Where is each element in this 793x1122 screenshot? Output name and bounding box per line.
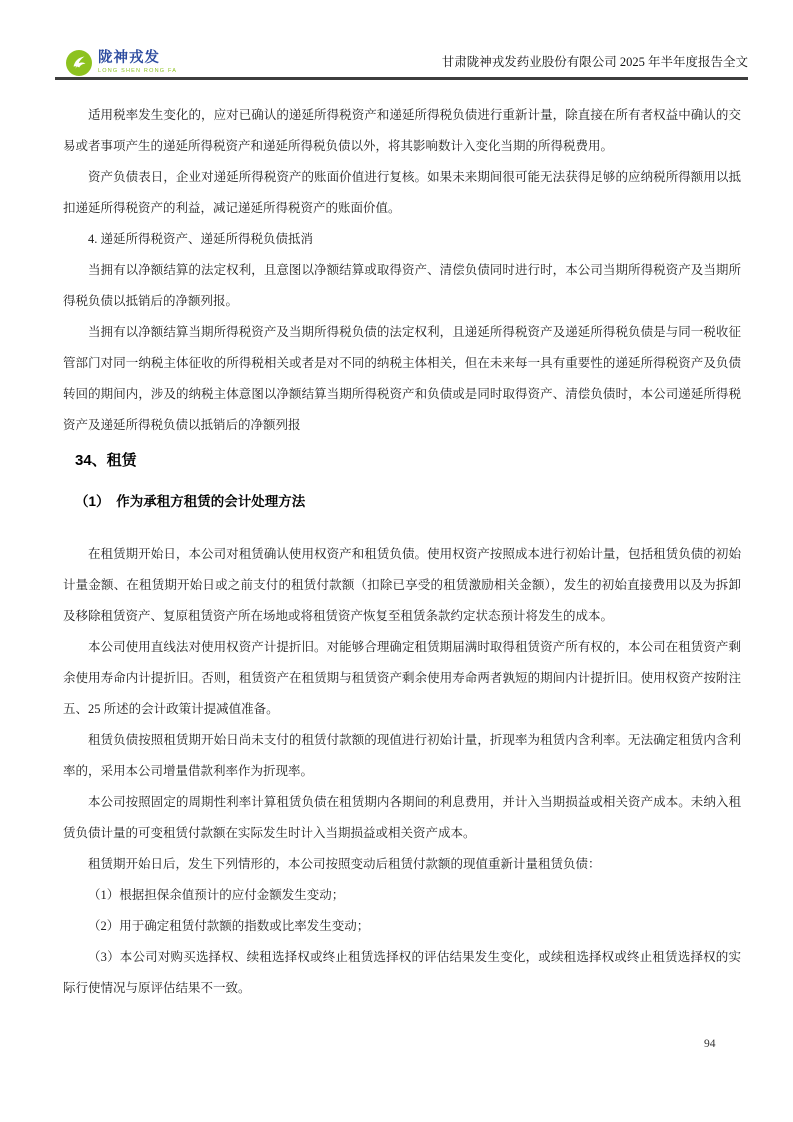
- header-divider: [55, 77, 748, 80]
- paragraph: 资产负债表日，企业对递延所得税资产的账面价值进行复核。如果未来期间很可能无法获得足够的应纳税所得额用以抵扣递延所得税资产的利益，减记递延所得税资产的账面价值。: [63, 170, 741, 215]
- brand-name: 陇神戎发: [98, 50, 160, 66]
- paragraph: 本公司按照固定的周期性利率计算租赁负债在租赁期内各期间的利息费用，并计入当期损益或相关资产成本。未纳入租赁负债计量的可变租赁付款额在实际发生时计入当期损益或相关资产成本。: [63, 795, 741, 840]
- section-heading: 34、租赁: [75, 452, 137, 469]
- paragraph: 当拥有以净额结算的法定权利，且意图以净额结算或取得资产、清偿负债同时进行时，本公司当期所得税资产及当期所得税负债以抵销后的净额列报。: [63, 263, 741, 308]
- paragraph: 租赁负债按照租赁期开始日尚未支付的租赁付款额的现值进行初始计量，折现率为租赁内含利率。无法确定租赁内含利率的，采用本公司增量借款利率作为折现率。: [63, 733, 741, 778]
- paragraph: （2）用于确定租赁付款额的指数或比率发生变动；: [88, 919, 370, 933]
- document-body: [63, 100, 741, 1004]
- paragraph: 当拥有以净额结算当期所得税资产及当期所得税负债的法定权利，且递延所得税资产及递延所得税负债是与同一税收征管部门对同一纳税主体征收的所得税相关或者是对不同的纳税主体相关，但在未来每一具有重要性的递延所得税资产及负债转回的期间内，涉及的纳税主体意图以净额结算当期所得税资产和负债或是同时取得资产、清偿负债时，本公司递延所得税资产及递延所得税负债以抵销后的净额列报: [63, 325, 741, 432]
- paragraph: （3）本公司对购买选择权、续租选择权或终止租赁选择权的评估结果发生变化，或续租选择权或终止租赁选择权的实际行使情况与原评估结果不一致。: [63, 950, 741, 995]
- report-header-title: 甘肃陇神戎发药业股份有限公司 2025 年半年度报告全文: [441, 55, 748, 69]
- paragraph: 适用税率发生变化的，应对已确认的递延所得税资产和递延所得税负债进行重新计量，除直接在所有者权益中确认的交易或者事项产生的递延所得税资产和递延所得税负债以外，将其影响数计入变化当期的所得税费用。: [63, 108, 741, 153]
- paragraph: 4. 递延所得税资产、递延所得税负债抵消: [88, 232, 314, 246]
- paragraph: 在租赁期开始日，本公司对租赁确认使用权资产和租赁负债。使用权资产按照成本进行初始计量，包括租赁负债的初始计量金额、在租赁期开始日或之前支付的租赁付款额（扣除已享受的租赁激励相关金额），发生的初始直接费用以及为拆卸及移除租赁资产、复原租赁资产所在场地或将租赁资产恢复至租赁条款约定状态预计将发生的成本。: [63, 547, 741, 623]
- subsection-heading: （1） 作为承租方租赁的会计处理方法: [75, 494, 306, 509]
- paragraph: 租赁期开始日后，发生下列情形的，本公司按照变动后租赁付款额的现值重新计量租赁负债：: [88, 857, 601, 871]
- page-number: 94: [704, 1038, 716, 1050]
- paragraph: 本公司使用直线法对使用权资产计提折旧。对能够合理确定租赁期届满时取得租赁资产所有权的，本公司在租赁资产剩余使用寿命内计提折旧。否则，租赁资产在租赁期与租赁资产剩余使用寿命两者孰短的期间内计提折旧。使用权资产按附注五、25 所述的会计政策计提减值准备。: [63, 640, 741, 716]
- brand-subtitle: LONG SHEN RONG FA: [98, 68, 178, 74]
- page-header: [0, 0, 793, 80]
- brand-logo-icon: [66, 50, 92, 76]
- brand-logo-text: [98, 50, 177, 75]
- brand-logo: [66, 50, 177, 76]
- paragraph: （1）根据担保余值预计的应付金额发生变动；: [88, 888, 345, 902]
